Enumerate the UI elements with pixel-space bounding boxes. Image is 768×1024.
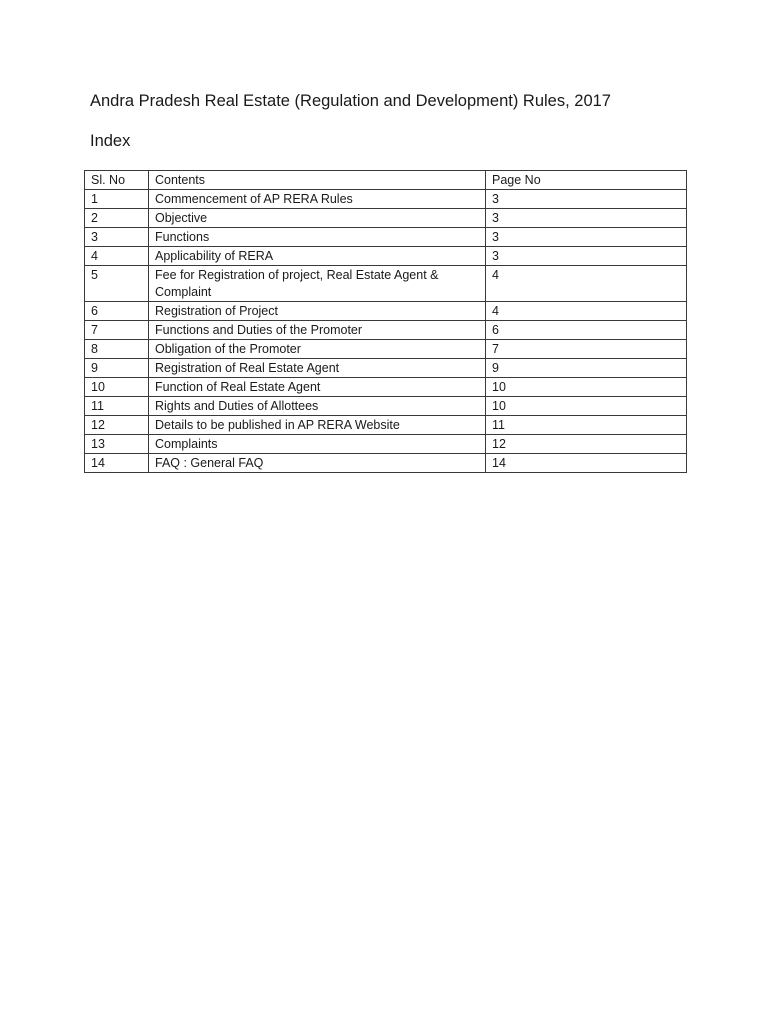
cell-contents: Objective [149,209,486,228]
cell-contents: Registration of Real Estate Agent [149,359,486,378]
cell-page-no: 4 [486,302,687,321]
cell-page-no: 3 [486,247,687,266]
table-row [85,454,687,473]
cell-contents: Functions [149,228,486,247]
cell-contents: Details to be published in AP RERA Website [149,416,486,435]
table-header-row [85,171,687,190]
cell-contents: Obligation of the Promoter [149,340,486,359]
cell-page-no: 3 [486,190,687,209]
cell-sl-no: 1 [85,190,149,209]
index-table [84,170,687,473]
header-sl-no: Sl. No [85,171,149,190]
cell-contents: Function of Real Estate Agent [149,378,486,397]
cell-sl-no: 5 [85,266,149,302]
cell-sl-no: 12 [85,416,149,435]
cell-sl-no: 2 [85,209,149,228]
cell-page-no: 6 [486,321,687,340]
document-title: Andra Pradesh Real Estate (Regulation and Development) Rules, 2017 [90,92,611,110]
table-row [85,397,687,416]
cell-page-no: 12 [486,435,687,454]
cell-contents-line: Fee for Registration of project, Real Estate Agent & [155,268,439,282]
cell-sl-no: 3 [85,228,149,247]
header-contents: Contents [149,171,486,190]
cell-page-no: 11 [486,416,687,435]
cell-sl-no: 6 [85,302,149,321]
table-row [85,416,687,435]
table-row [85,359,687,378]
cell-page-no: 9 [486,359,687,378]
table-row [85,209,687,228]
cell-page-no: 7 [486,340,687,359]
table-row [85,378,687,397]
table-row [85,321,687,340]
cell-sl-no: 10 [85,378,149,397]
table-row [85,266,687,302]
cell-sl-no: 8 [85,340,149,359]
table-row [85,247,687,266]
cell-page-no: 3 [486,209,687,228]
cell-contents: Registration of Project [149,302,486,321]
cell-page-no: 14 [486,454,687,473]
cell-sl-no: 14 [85,454,149,473]
cell-page-no: 10 [486,397,687,416]
cell-contents: Rights and Duties of Allottees [149,397,486,416]
cell-contents: FAQ : General FAQ [149,454,486,473]
cell-contents: Applicability of RERA [149,247,486,266]
table-row [85,302,687,321]
cell-page-no: 3 [486,228,687,247]
cell-sl-no: 7 [85,321,149,340]
cell-contents-line: Complaint [155,285,212,299]
cell-contents: Commencement of AP RERA Rules [149,190,486,209]
cell-page-no: 4 [486,266,687,302]
cell-sl-no: 4 [85,247,149,266]
index-heading: Index [90,132,131,150]
table-row [85,435,687,454]
cell-contents: Functions and Duties of the Promoter [149,321,486,340]
cell-sl-no: 9 [85,359,149,378]
cell-sl-no: 13 [85,435,149,454]
cell-page-no: 10 [486,378,687,397]
table-row [85,340,687,359]
table-row [85,190,687,209]
cell-contents: Complaints [149,435,486,454]
cell-contents [149,266,486,302]
header-page-no: Page No [486,171,687,190]
table-row [85,228,687,247]
cell-sl-no: 11 [85,397,149,416]
